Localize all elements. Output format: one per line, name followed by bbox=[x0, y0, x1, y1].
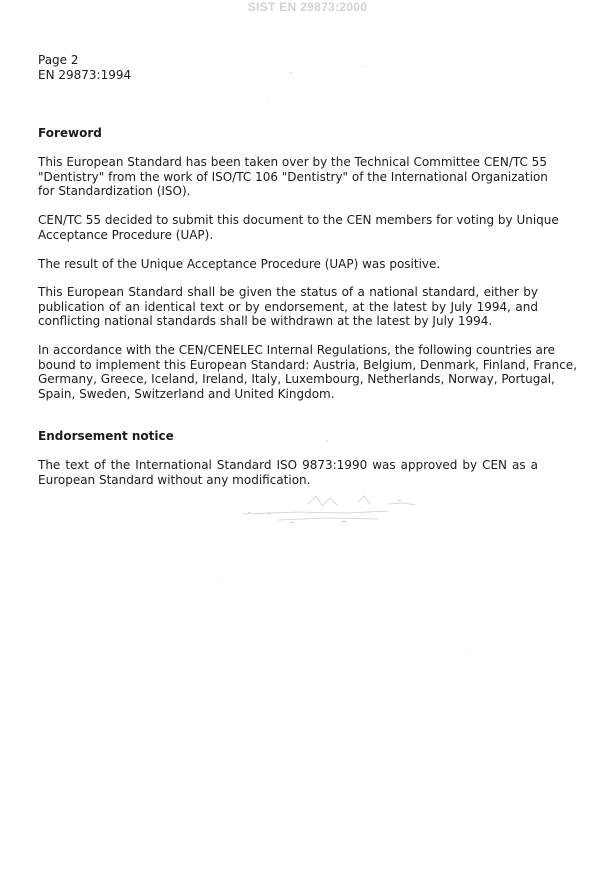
text-line: publication of an identical text or by endorsement, at the latest by July 1994, and bbox=[38, 299, 538, 314]
text-line: "Dentistry" from the work of ISO/TC 106 "Dentistry" of the International Organization bbox=[38, 169, 548, 184]
text-line: bound to implement this European Standard: Austria, Belgium, Denmark, Finland, France, bbox=[38, 357, 578, 372]
text-line: CEN/TC 55 decided to submit this document to the CEN members for voting by Unique bbox=[38, 213, 559, 227]
faded-stamp-mark bbox=[238, 492, 428, 528]
foreword-paragraph-2 bbox=[38, 213, 559, 242]
text-line: The result of the Unique Acceptance Procedure (UAP) was positive. bbox=[38, 257, 441, 271]
standard-number: EN 29873:1994 bbox=[38, 68, 132, 82]
scan-speck bbox=[268, 100, 269, 102]
text-line: Acceptance Procedure (UAP). bbox=[38, 227, 214, 242]
text-line: European Standard without any modification. bbox=[38, 472, 311, 487]
endorsement-title: Endorsement notice bbox=[38, 429, 174, 443]
text-line: conflicting national standards shall be withdrawn at the latest by July 1994. bbox=[38, 314, 493, 328]
text-line: Spain, Sweden, Switzerland and United Kingdom. bbox=[38, 386, 335, 401]
scan-speck bbox=[326, 440, 328, 442]
text-line: Germany, Greece, Iceland, Ireland, Italy, Luxembourg, Netherlands, Norway, Portugal, bbox=[38, 372, 555, 386]
scan-speck bbox=[470, 650, 471, 651]
page-number: Page 2 bbox=[38, 53, 79, 67]
endorsement-paragraph bbox=[38, 458, 538, 487]
foreword-paragraph-4 bbox=[38, 285, 538, 329]
scan-speck bbox=[290, 72, 292, 74]
watermark: SIST EN 29873:2000 bbox=[247, 0, 368, 14]
scan-speck bbox=[218, 578, 219, 579]
text-line: This European Standard shall be given the status of a national standard, either by bbox=[38, 285, 538, 299]
text-line: This European Standard has been taken over by the Technical Committee CEN/TC 55 bbox=[38, 155, 547, 169]
foreword-paragraph-5 bbox=[38, 343, 578, 401]
scan-speck bbox=[404, 470, 406, 471]
page-header bbox=[38, 53, 131, 83]
foreword-title: Foreword bbox=[38, 126, 102, 140]
foreword-paragraph-1 bbox=[38, 155, 548, 199]
scan-speck bbox=[362, 66, 364, 67]
text-line: for Standardization (ISO). bbox=[38, 184, 191, 198]
text-line: In accordance with the CEN/CENELEC Internal Regulations, the following countries are bbox=[38, 343, 555, 357]
foreword-paragraph-3 bbox=[38, 257, 538, 272]
text-line: The text of the International Standard ISO 9873:1990 was approved by CEN as a bbox=[38, 458, 538, 472]
